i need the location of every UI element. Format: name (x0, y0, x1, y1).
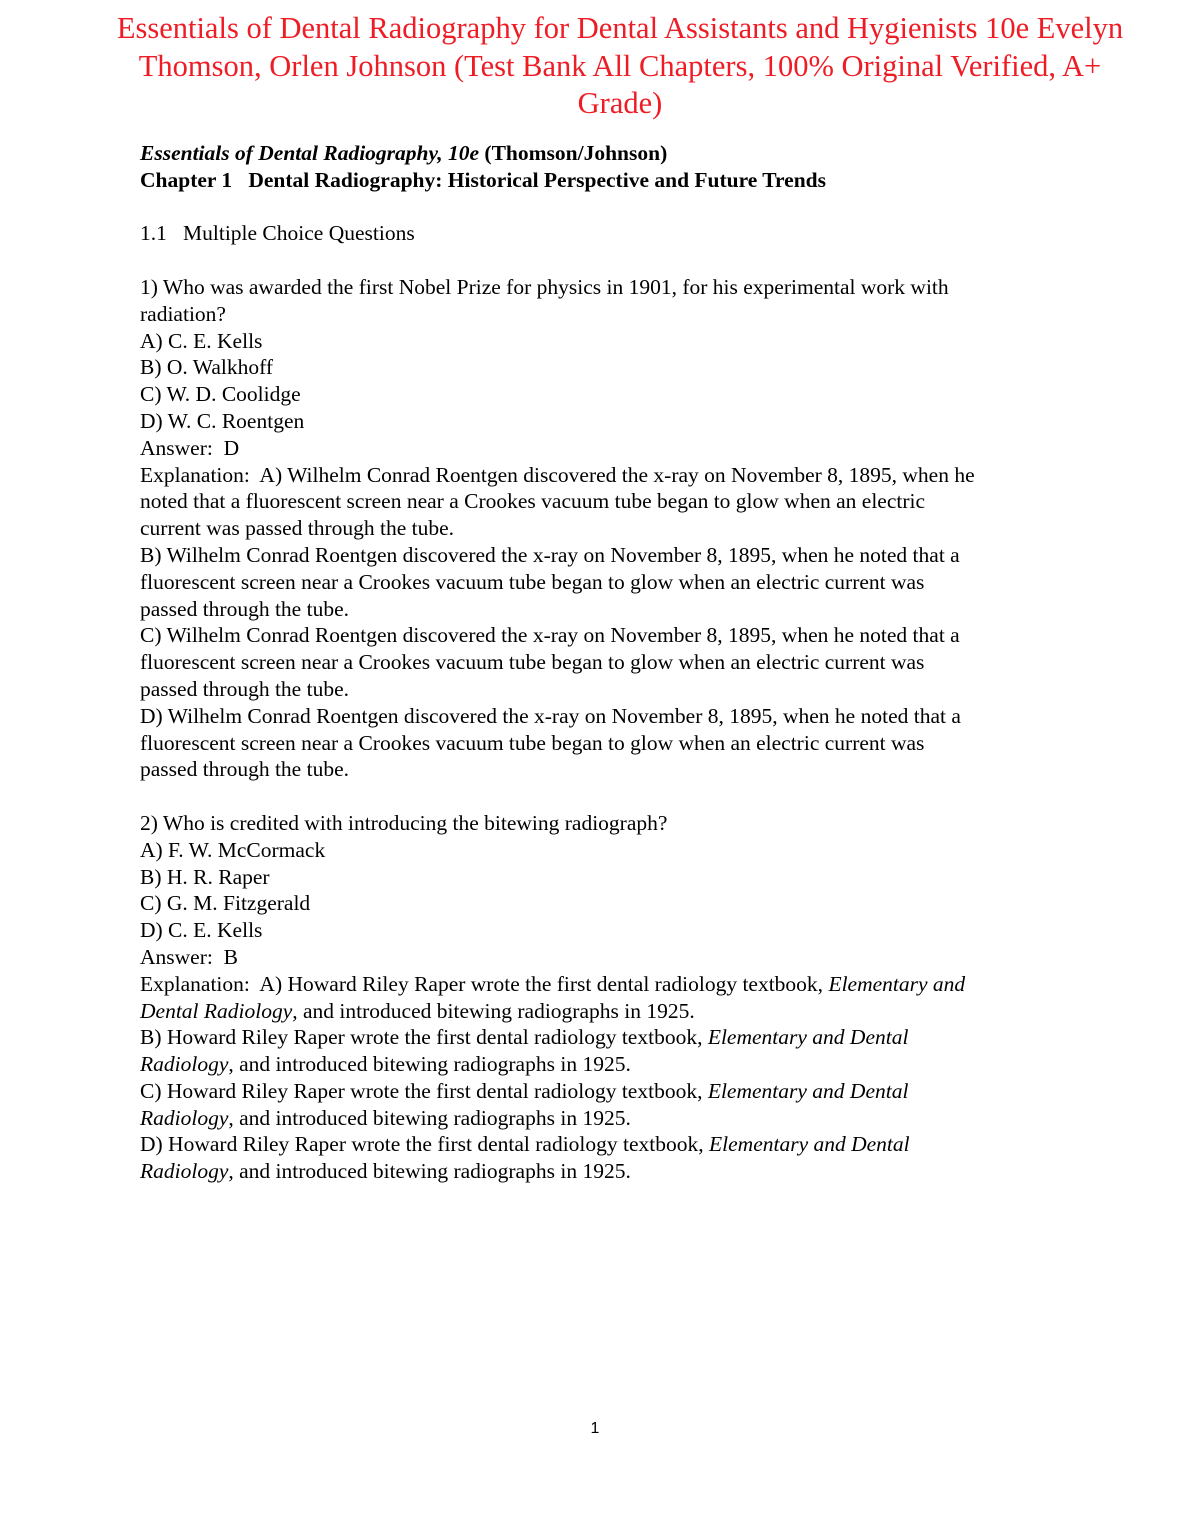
explanation-line (140, 1105, 1100, 1132)
explanation-text: , and introduced bitewing radiographs in 1925. (228, 1159, 631, 1184)
explanation-text: , and introduced bitewing radiographs in 1925. (292, 998, 695, 1023)
question-stem: 2) Who is credited with introducing the bitewing radiograph? (140, 810, 668, 835)
answer-option: D) W. C. Roentgen (140, 408, 305, 433)
answer-key: Answer: B (140, 944, 238, 969)
explanation-line: noted that a fluorescent screen near a Crookes vacuum tube began to glow when an electric (140, 489, 926, 514)
section-number: 1.1 (140, 221, 167, 246)
explanation-line: C) Wilhelm Conrad Roentgen discovered the x-ray on November 8, 1895, when he noted that a (140, 623, 960, 648)
book-authors: (Thomson/Johnson) (479, 141, 668, 165)
explanation-line (140, 1051, 1100, 1078)
banner-line: Grade) (577, 86, 663, 120)
answer-option: C) G. M. Fitzgerald (140, 891, 311, 916)
explanation-text: B) Howard Riley Raper wrote the first dental radiology textbook, (140, 1025, 708, 1050)
book-title-line (140, 140, 1100, 167)
explanation-line (140, 1158, 1100, 1185)
explanation-line: D) Wilhelm Conrad Roentgen discovered the x-ray on November 8, 1895, when he noted that a (140, 703, 961, 728)
banner-line: Thomson, Orlen Johnson (Test Bank All Chapters, 100% Original Verified, A+ (138, 48, 1102, 83)
explanation-line (140, 998, 1100, 1025)
page-number: 1 (590, 1420, 600, 1437)
question-stem: 1) Who was awarded the first Nobel Prize for physics in 1901, for his experimental work with (140, 274, 949, 299)
book-citation: Radiology (140, 1159, 229, 1184)
explanation-line: fluorescent screen near a Crookes vacuum tube began to glow when an electric current was (140, 650, 925, 675)
answer-option: B) O. Walkhoff (140, 355, 274, 380)
book-citation: Radiology (140, 1052, 229, 1077)
book-citation: Elementary and Dental (709, 1132, 910, 1157)
answer-key: Answer: D (140, 435, 240, 460)
book-citation: Elementary and (828, 971, 966, 996)
explanation-line (140, 1024, 1100, 1051)
question-stem: radiation? (140, 301, 226, 326)
answer-option: D) C. E. Kells (140, 918, 263, 943)
explanation-text: , and introduced bitewing radiographs in 1925. (228, 1105, 631, 1130)
explanation-line: fluorescent screen near a Crookes vacuum tube began to glow when an electric current was (140, 730, 925, 755)
chapter-heading (140, 167, 1100, 194)
section-title: Multiple Choice Questions (183, 221, 415, 246)
explanation-line: fluorescent screen near a Crookes vacuum tube began to glow when an electric current was (140, 569, 925, 594)
book-citation: Elementary and Dental (707, 1025, 909, 1050)
explanation-text: D) Howard Riley Raper wrote the first dental radiology textbook, (140, 1132, 710, 1157)
explanation-line: Explanation: A) Wilhelm Conrad Roentgen discovered the x-ray on November 8, 1895, when he (140, 462, 975, 487)
explanation-line: passed through the tube. (140, 757, 349, 782)
banner-line: Essentials of Dental Radiography for Dental Assistants and Hygienists 10e Evelyn (116, 11, 1124, 45)
explanation-line (140, 1078, 1100, 1105)
document-body (140, 140, 1100, 1185)
explanation-text: Explanation: A) Howard Riley Raper wrote the first dental radiology textbook, (140, 971, 829, 996)
book-citation: Radiology (140, 1105, 229, 1130)
book-citation: Elementary and Dental (707, 1078, 909, 1103)
explanation-text: , and introduced bitewing radiographs in 1925. (228, 1052, 631, 1077)
answer-option: A) F. W. McCormack (140, 837, 326, 862)
explanation-line: passed through the tube. (140, 596, 349, 621)
document-banner-title (90, 10, 1150, 123)
section-heading (140, 220, 1100, 247)
explanation-text: C) Howard Riley Raper wrote the first dental radiology textbook, (140, 1078, 708, 1103)
answer-option: C) W. D. Coolidge (140, 382, 301, 407)
explanation-line (140, 1131, 1100, 1158)
explanation-line: current was passed through the tube. (140, 516, 455, 541)
explanation-line: passed through the tube. (140, 676, 349, 701)
book-title: Essentials of Dental Radiography, 10e (140, 141, 480, 165)
chapter-label: Chapter 1 (140, 167, 233, 192)
book-citation: Dental Radiology (140, 998, 293, 1023)
question-block (140, 810, 1100, 1185)
answer-option: A) C. E. Kells (140, 328, 263, 353)
answer-option: B) H. R. Raper (140, 864, 270, 889)
chapter-title: Dental Radiography: Historical Perspective and Future Trends (248, 167, 827, 192)
question-block (140, 274, 1100, 783)
explanation-line (140, 971, 1100, 998)
explanation-line: B) Wilhelm Conrad Roentgen discovered the x-ray on November 8, 1895, when he noted that a (140, 542, 960, 567)
